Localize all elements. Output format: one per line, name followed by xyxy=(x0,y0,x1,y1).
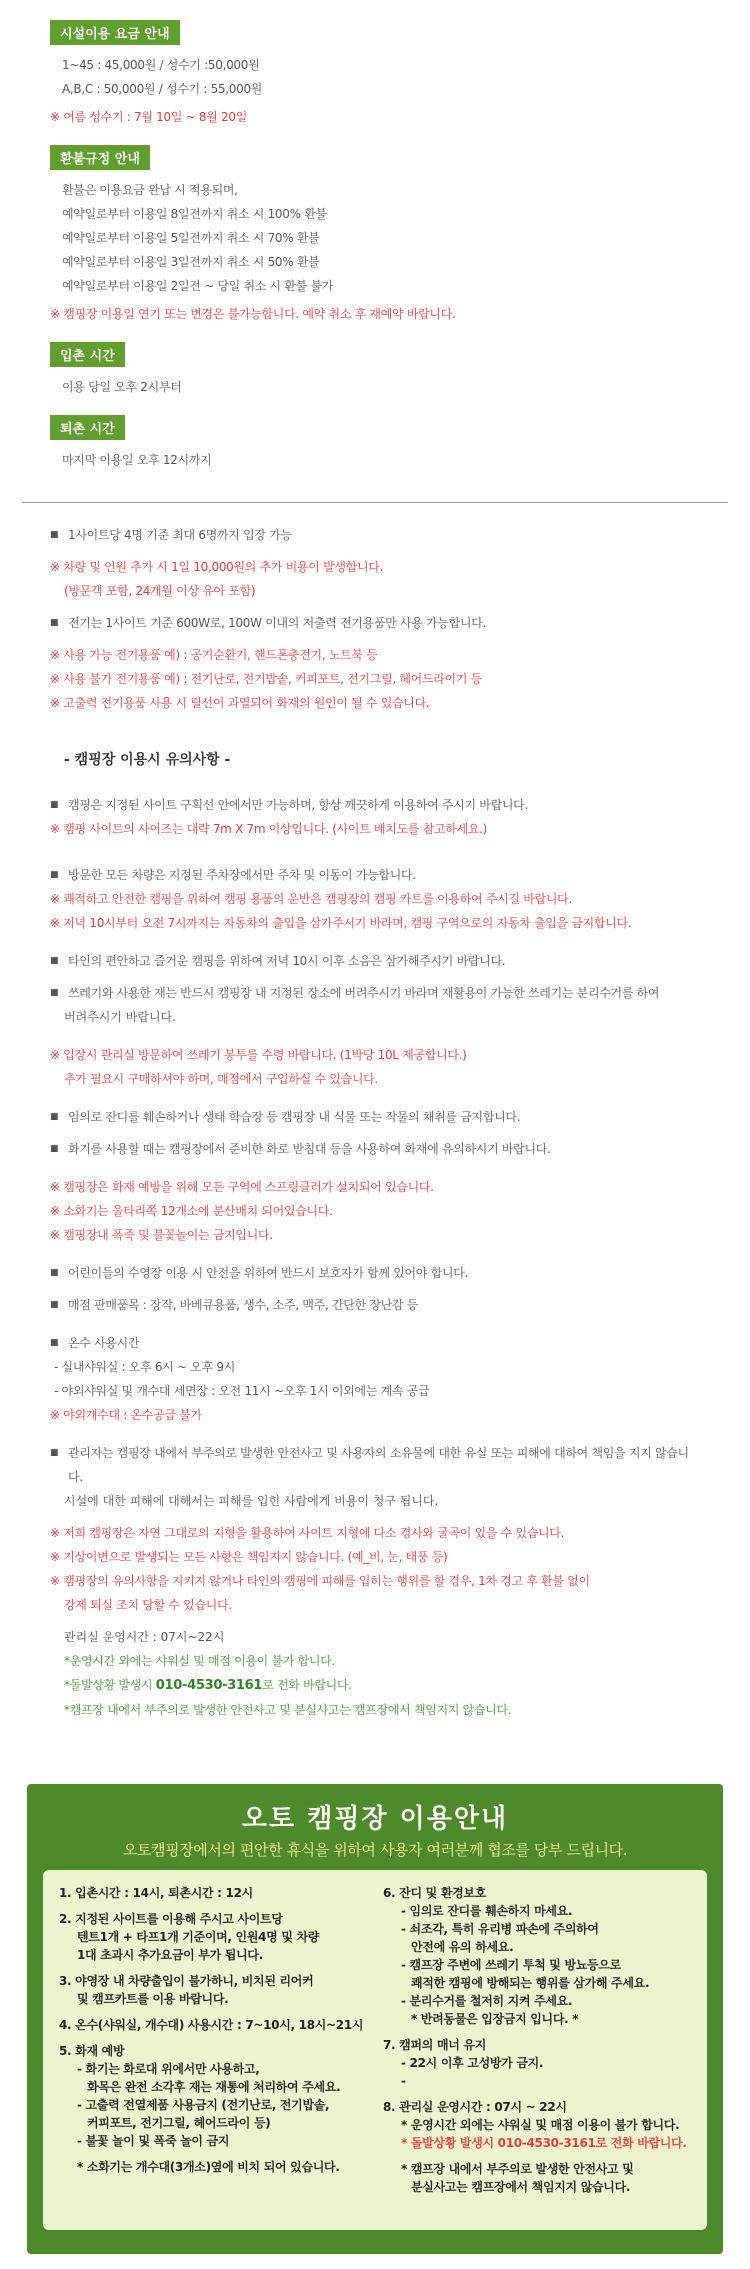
caution-warning: ※ 저희 캠핑장은 자연 그대로의 지형을 활용하여 사이트 지형에 다소 경사와 굴곡이 있을 수 있습니다. xyxy=(50,1526,565,1540)
refund-line: 예약일로부터 이용일 2일전 ~ 당일 취소 시 환불 불가 xyxy=(62,279,334,293)
caution-warning: ※ 소화기는 울타리쪽 12개소에 분산배치 되어있습니다. xyxy=(50,1204,333,1218)
caution-item: ■ 관리자는 캠핑장 내에서 부주의로 발생한 안전사고 및 사용자의 소유물에 대한 유실 또는 피해에 대하여 책임을 지지 않습니다. xyxy=(50,1441,700,1489)
caution-item: ■ 어린이들의 수영장 이용 시 안전을 위하여 반드시 보호자가 함께 있어야 합니다. xyxy=(50,1261,700,1285)
caution-warning: ※ 기상이변으로 발생되는 모든 사항은 책임지지 않습니다. (예_비, 눈, 태풍 등) xyxy=(50,1550,448,1564)
auto-camping-guide-board xyxy=(27,1784,723,2254)
caution-warning: ※ 야외개수대 : 온수공급 불가 xyxy=(50,1408,202,1422)
caution-warning: ※ 저녁 10시부터 오전 7시까지는 자동차의 출입을 삼가주시기 바라며, 캠핑 구역으로의 자동차 출입을 금지합니다. xyxy=(50,916,632,930)
rule-warning: ※ 고출력 전기용품 사용 시 릴선이 과열되어 화재의 원인이 될 수 있습니다. xyxy=(50,696,430,710)
emergency-pre: *돌발상황 발생시 xyxy=(64,1678,156,1692)
fee-line: A,B,C : 50,000원 / 성수기 : 55,000원 xyxy=(62,82,263,96)
board-left-column xyxy=(59,1884,367,2216)
hot-water-outdoor: - 야외샤워실 및 개수대 세면장 : 오전 11시 ~오후 1시 이외에는 계속 공급 xyxy=(54,1384,430,1398)
fees-heading: 시설이용 요금 안내 xyxy=(50,20,180,45)
board-item: - 불꽃 놀이 및 폭죽 놀이 금지 xyxy=(77,2134,230,2148)
board-item: - 22시 이후 고성방가 금지. xyxy=(401,2056,544,2070)
fee-line: 1~45 : 45,000원 / 성수기 :50,000원 xyxy=(62,58,260,72)
info-top-section xyxy=(0,0,750,472)
refund-line: 예약일로부터 이용일 3일전까지 취소 시 50% 환불 xyxy=(62,255,320,269)
rule-warning: ※ 사용 불가 전기용품 예) : 전기난로, 전기밥솥, 커피포트, 전기그릴, 헤어드라이기 등 xyxy=(50,672,482,686)
checkout-line: 마지막 이용일 오후 12시까지 xyxy=(62,453,212,467)
board-item: 쾌적한 캠핑에 방해되는 행위를 삼가해 주세요. xyxy=(411,1976,650,1990)
board-item: 1. 입촌시간 : 14시, 퇴촌시간 : 12시 xyxy=(59,1886,253,1900)
board-item: * 반려동물은 입장금지 입니다. * xyxy=(411,2012,579,2026)
caution-item: ■ 임의로 잔디를 훼손하거나 생태 학습장 등 캠핑장 내 식물 또는 작물의 채취를 금지합니다. xyxy=(50,1105,700,1129)
caution-warning: ※ 캠핑장내 폭죽 및 불꽃놀이는 금지입니다. xyxy=(50,1228,273,1242)
fees-lines xyxy=(50,45,700,101)
peak-season-note: ※ 여름 성수기 : 7월 10일 ~ 8월 20일 xyxy=(50,110,248,124)
board-item: - 화기는 화로대 위에서만 사용하고, xyxy=(77,2062,260,2076)
checkin-line: 이용 당일 오후 2시부터 xyxy=(62,380,182,394)
checkout-lines xyxy=(50,440,700,472)
refund-lines xyxy=(50,170,700,298)
caution-title: - 캠핑장 이용시 유의사항 - xyxy=(64,752,231,768)
board-item: 2. 지정된 사이트를 이용해 주시고 사이트당 xyxy=(59,1912,283,1926)
checkout-heading: 퇴촌 시간 xyxy=(50,415,125,440)
board-item: 및 캠프카트를 이용 바랍니다. xyxy=(77,1992,229,2006)
caution-warning: ※ 입장시 관리실 방문하여 쓰레기 봉투를 수령 바랍니다. (1박당 10L 제공합니다.) xyxy=(50,1048,467,1062)
caution-warning: ※ 캠핑장의 유의사항을 지키지 않거나 타인의 캠핑에 피해를 입히는 행위를 할 경우, 1차 경고 후 환불 없이 xyxy=(50,1574,590,1588)
board-item: - 임의로 잔디를 훼손하지 마세요. xyxy=(401,1904,573,1918)
caution-warning: ※ 캠핑장은 화재 예방을 위해 모든 구역에 스프링클러가 설치되어 있습니다. xyxy=(50,1180,434,1194)
board-item: - 분리수거를 철저히 지켜 주세요. xyxy=(401,1994,573,2008)
checkin-lines xyxy=(50,367,700,399)
caution-item-cont: 시설에 대한 피해에 대해서는 피해를 입힌 사람에게 비용이 청구 됩니다. xyxy=(64,1494,439,1508)
board-item: - 캠프장 주변에 쓰레기 투척 및 방뇨등으로 xyxy=(401,1958,621,1972)
office-hours: 관리실 운영시간 : 07시~22시 xyxy=(64,1630,225,1644)
board-item: 1대 초과시 추가요금이 부가 됩니다. xyxy=(77,1948,263,1962)
board-item: 커피포트, 전기그릴, 헤어드라이 등) xyxy=(87,2116,271,2130)
board-item: 5. 화재 예방 xyxy=(59,2044,125,2058)
caution-warning: ※ 쾌적하고 안전한 캠핑을 위하여 캠핑 용품의 운반은 캠핑장의 캠핑 카트를 이용하여 주시길 바랍니다. xyxy=(50,892,572,906)
caution-warning: 추가 필요시 구매하셔야 하며, 매점에서 구입하실 수 있습니다. xyxy=(64,1072,378,1086)
office-note: *운영시간 외에는 샤워실 및 매점 이용이 불가 합니다. xyxy=(64,1654,335,1668)
emergency-phone[interactable]: 010-4530-3161 xyxy=(155,1678,263,1693)
board-item: 6. 잔디 및 환경보호 xyxy=(383,1886,486,1900)
refund-line: 예약일로부터 이용일 5일전까지 취소 시 70% 환불 xyxy=(62,231,320,245)
board-item: 3. 야영장 내 차량출입이 불가하니, 비치된 리어커 xyxy=(59,1974,314,1988)
caution-item-cont: 버려주시기 바랍니다. xyxy=(64,1010,176,1024)
board-item: - 쇠조각, 특히 유리병 파손에 주의하여 xyxy=(401,1922,599,1936)
board-right-column xyxy=(383,1884,691,2216)
board-item: - xyxy=(401,2074,406,2088)
board-title: 오토 캠핑장 이용안내 xyxy=(241,1804,509,1834)
refund-note: ※ 캠핑장 이용일 연기 또는 변경은 불가능합니다. 예약 취소 후 재예약 바랍니다. xyxy=(50,307,456,321)
caution-warning: ※ 캠핑 사이트의 사이즈는 대략 7m X 7m 이상입니다. (사이트 배치도를 참고하세요.) xyxy=(50,822,488,836)
board-item: 안전에 유의 하세요. xyxy=(411,1940,514,1954)
board-item: 텐트1개 + 타프1개 기준이며, 인원4명 및 차량 xyxy=(77,1930,320,1944)
caution-item: ■ 쓰레기와 사용한 재는 반드시 캠핑장 내 지정된 장소에 버려주시기 바라며 재활용이 가능한 쓰레기는 분리수거를 하여 xyxy=(50,981,700,1005)
board-item: * 소화기는 개수대(3개소)옆에 비치 되어 있습니다. xyxy=(77,2160,340,2174)
caution-item: ■ 온수 사용시간 xyxy=(50,1331,700,1355)
board-item: * 운영시간 외에는 샤워실 및 매점 이용이 불가 합니다. xyxy=(401,2118,680,2132)
board-item: 화목은 완전 소각후 재는 재통에 처리하여 주세요. xyxy=(87,2080,341,2094)
board-item: 8. 관리실 운영시간 : 07시 ~ 22시 xyxy=(383,2100,567,2114)
emergency-note xyxy=(50,1673,700,1698)
refund-line: 환불은 이용요금 완납 시 적용되며, xyxy=(62,183,238,197)
checkin-heading: 입촌 시간 xyxy=(50,342,125,367)
board-content xyxy=(43,1870,707,2230)
rule-warning: ※ 차량 및 인원 추가 시 1일 10,000원의 추가 비용이 발생합니다. xyxy=(50,560,384,574)
liability-note: *캠프장 내에서 부주의로 발생한 안전사고 및 분실사고는 캠프장에서 책임지지 않습니다. xyxy=(64,1703,512,1717)
hot-water-indoor: - 실내샤워실 : 오후 6시 ~ 오후 9시 xyxy=(54,1360,236,1374)
rules-section xyxy=(0,503,750,1722)
rule-warning: (방문객 포함, 24개월 이상 유아 포함) xyxy=(64,584,256,598)
rule-item: ■ 1사이트당 4명 기준 최대 6명까지 입장 가능 xyxy=(50,523,700,547)
board-item: - 고출력 전열제품 사용금지 (전기난로, 전기밥솥, xyxy=(77,2098,330,2112)
board-item: * 캠프장 내에서 부주의로 발생한 안전사고 및 xyxy=(401,2162,634,2176)
board-item: 7. 캠퍼의 매너 유지 xyxy=(383,2038,486,2052)
caution-item: ■ 매점 판매품목 : 장작, 바베큐용품, 생수, 소주, 맥주, 간단한 장난감 등 xyxy=(50,1293,700,1317)
refund-heading: 환불규정 안내 xyxy=(50,145,150,170)
refund-line: 예약일로부터 이용일 8일전까지 취소 시 100% 환불 xyxy=(62,207,327,221)
board-item: 분실사고는 캠프장에서 책임지지 않습니다. xyxy=(411,2180,631,2194)
caution-warning: 강제 퇴실 조치 당할 수 있습니다. xyxy=(64,1598,232,1612)
emergency-post: 로 전화 바랍니다. xyxy=(262,1678,352,1692)
caution-item: ■ 타인의 편안하고 즐거운 캠핑을 위하여 저녁 10시 이후 소음은 삼가해주시기 바랍니다. xyxy=(50,949,700,973)
caution-item: ■ 화기를 사용할 때는 캠핑장에서 준비한 화로 받침대 등을 사용하여 화재에 유의하시기 바랍니다. xyxy=(50,1137,700,1161)
caution-item: ■ 캠핑은 지정된 사이트 구획선 안에서만 가능하며, 항상 깨끗하게 이용하여 주시기 바랍니다. xyxy=(50,793,700,817)
rule-warning: ※ 사용 가능 전기용품 예) : 공기순환기, 핸드폰충전기, 노트북 등 xyxy=(50,648,378,662)
rule-item: ■ 전기는 1사이트 기준 600W로, 100W 이내의 저출력 전기용품만 사용 가능합니다. xyxy=(50,611,700,635)
board-item: * 돌발상황 발생시 010-4530-3161로 전화 바랍니다. xyxy=(401,2136,687,2150)
board-item: 4. 온수(샤워실, 개수대) 사용시간 : 7~10시, 18시~21시 xyxy=(59,2018,364,2032)
caution-item: ■ 방문한 모든 차량은 지정된 주차장에서만 주차 및 이동이 가능합니다. xyxy=(50,863,700,887)
board-subtitle: 오토캠핑장에서의 편안한 휴식을 위하여 사용자 여러분께 협조를 당부 드립니다. xyxy=(122,1841,628,1859)
